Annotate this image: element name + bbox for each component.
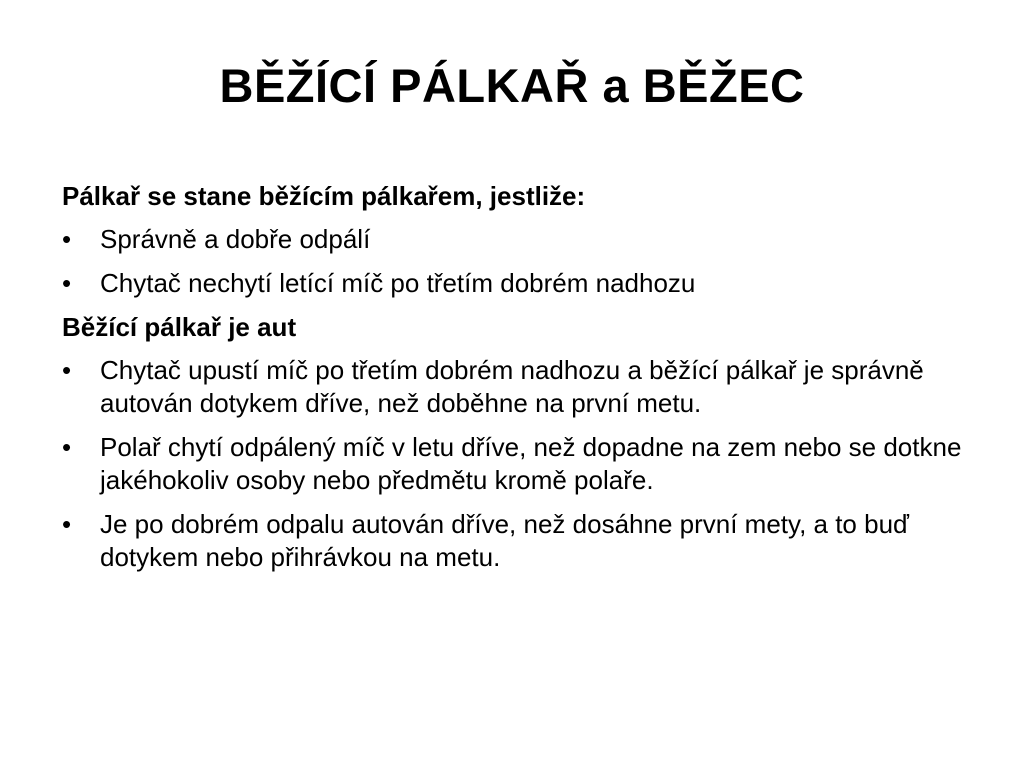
slide-title: BĚŽÍCÍ PÁLKAŘ a BĚŽEC	[219, 59, 805, 112]
bullet-list-out	[62, 354, 962, 574]
list-item	[62, 431, 962, 497]
section-heading-out: Běžící pálkař je aut	[62, 312, 297, 342]
list-item	[62, 354, 962, 420]
bullet-icon: •	[62, 268, 72, 298]
bullet-icon: •	[62, 509, 72, 539]
list-item	[62, 267, 962, 300]
slide-body	[62, 180, 962, 585]
bullet-list-runner	[62, 223, 962, 300]
list-item-text: Chytač upustí míč po třetím dobrém nadhozu a běžící pálkař je správně autován dotykem dříve, než doběhne na první metu.	[100, 355, 924, 418]
list-item-text: Je po dobrém odpalu autován dříve, než dosáhne první mety, a to buď dotykem nebo přihrávkou na metu.	[100, 509, 910, 572]
list-item	[62, 508, 962, 574]
section-heading-runner: Pálkař se stane běžícím pálkařem, jestliže:	[62, 181, 586, 211]
list-item-text: Chytač nechytí letící míč po třetím dobrém nadhozu	[100, 268, 696, 298]
bullet-icon: •	[62, 355, 72, 385]
list-item-text: Správně a dobře odpálí	[100, 224, 371, 254]
bullet-icon: •	[62, 432, 72, 462]
bullet-icon: •	[62, 224, 72, 254]
list-item-text: Polař chytí odpálený míč v letu dříve, než dopadne na zem nebo se dotkne jakéhokoliv osoby nebo předmětu kromě polaře.	[100, 432, 962, 495]
list-item	[62, 223, 962, 256]
